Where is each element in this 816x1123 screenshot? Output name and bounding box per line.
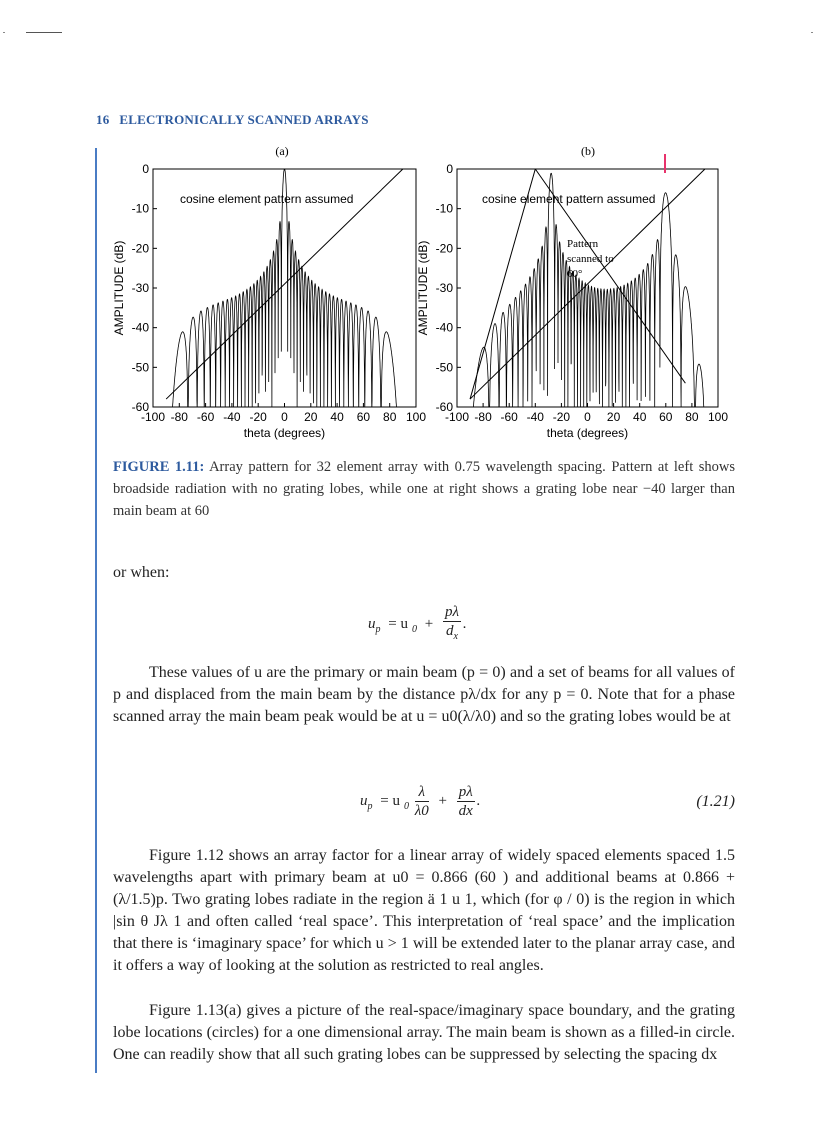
eq1-rhs: = u xyxy=(388,615,408,632)
y-tick-label: -50 xyxy=(435,360,453,375)
x-tick-label: 100 xyxy=(707,410,729,424)
eq1-den-sub: x xyxy=(453,631,458,642)
figure-svg xyxy=(100,140,740,450)
x-tick-label: -100 xyxy=(444,410,470,424)
array-pattern-curve xyxy=(457,173,718,407)
y-axis-title: AMPLITUDE (dB) xyxy=(112,240,126,336)
y-tick-label: -20 xyxy=(435,241,453,256)
y-tick-label: -10 xyxy=(435,201,453,216)
y-tick-label: 0 xyxy=(142,162,149,176)
eq2-end: . xyxy=(476,792,481,809)
x-axis-title: theta (degrees) xyxy=(243,426,326,440)
page-corner-mark xyxy=(811,32,813,33)
eq2-den-2: dx xyxy=(458,803,473,819)
x-tick-label: -80 xyxy=(170,410,188,424)
caption-label: FIGURE 1.11: xyxy=(113,459,205,475)
x-axis-title: theta (degrees) xyxy=(546,426,629,440)
eq2-equals: = u xyxy=(380,792,400,809)
y-tick-label: -40 xyxy=(435,320,453,335)
y-tick-label: -10 xyxy=(131,201,149,216)
x-tick-label: 0 xyxy=(584,410,591,424)
paragraph-intro: or when: xyxy=(113,564,170,581)
y-tick-label: -30 xyxy=(131,281,149,295)
page-corner-mark xyxy=(3,32,5,33)
annotation-a: cosine element pattern assumed xyxy=(180,192,354,206)
y-tick-label: -20 xyxy=(131,241,149,256)
eq1-numerator: pλ xyxy=(444,604,459,620)
running-header xyxy=(96,112,369,128)
page-number: 16 xyxy=(96,112,110,127)
panel-a-label: (a) xyxy=(275,144,289,158)
eq2-num-2: pλ xyxy=(458,784,473,800)
eq2-lhs: u xyxy=(360,792,368,809)
x-tick-label: -20 xyxy=(249,410,267,424)
x-tick-label: -100 xyxy=(140,410,166,424)
eq2-fraction-2 xyxy=(457,783,475,820)
x-tick-label: -40 xyxy=(526,410,544,424)
y-tick-label: 0 xyxy=(446,162,453,176)
running-title: ELECTRONICALLY SCANNED ARRAYS xyxy=(119,112,369,127)
eq1-denominator xyxy=(443,622,461,646)
eq1-den-main: d xyxy=(445,623,454,639)
eq1-end: . xyxy=(462,615,467,632)
x-tick-label: 80 xyxy=(383,410,397,424)
panel-b-label: (b) xyxy=(581,144,595,158)
x-tick-label: 20 xyxy=(606,410,621,424)
eq2-fraction-1 xyxy=(415,783,429,820)
x-tick-label: 40 xyxy=(330,410,344,424)
eq1-plus: + xyxy=(424,615,434,632)
x-tick-label: -60 xyxy=(500,410,518,424)
x-tick-label: 60 xyxy=(659,410,673,424)
eq2-u0-sub: 0 xyxy=(403,800,409,812)
eq1-fraction xyxy=(443,603,461,646)
x-tick-label: 0 xyxy=(281,410,288,424)
y-tick-label: -30 xyxy=(435,281,453,295)
eq1-lhs: u xyxy=(368,615,376,632)
equation-number: (1.21) xyxy=(696,793,735,810)
figure-caption xyxy=(113,456,735,522)
scan-note-line-2: scanned to xyxy=(567,253,614,265)
scan-note-line-3: 60° xyxy=(567,268,583,280)
paragraph-1: These values of u are the primary or main beam (p = 0) and a set of beams for all values of p and displaced from the main beam by the distance pλ/dx for any p = 0. Note that for a phase scanned array the main beam peak would be at u = u0(λ/λ0) and so the grating lobes would be at xyxy=(113,664,735,725)
x-tick-label: 20 xyxy=(304,410,318,424)
x-tick-label: 40 xyxy=(633,410,647,424)
eq1-lhs-sub: p xyxy=(375,623,381,635)
y-tick-label: -60 xyxy=(435,400,453,414)
equation-1-21 xyxy=(360,783,480,820)
x-tick-label: -80 xyxy=(474,410,492,424)
x-tick-label: 80 xyxy=(685,410,699,424)
x-tick-label: 100 xyxy=(405,410,427,424)
paragraph-3: Figure 1.13(a) gives a picture of the real-space/imaginary space boundary, and the grating lobe locations (circles) for a one dimensional array. The main beam is shown as a filled-in circle. One can readily show that all such grating lobes can be suppressed by selecting the spacing dx xyxy=(113,1002,735,1063)
eq1-rhs-sub: 0 xyxy=(411,623,417,635)
figure-1-11 xyxy=(100,140,740,455)
eq2-plus: + xyxy=(438,792,447,809)
x-tick-label: -40 xyxy=(223,410,241,424)
x-tick-label: -60 xyxy=(196,410,215,424)
eq2-lhs-sub: p xyxy=(367,800,373,812)
caption-text: Array pattern for 32 element array with 0.75 wavelength spacing. Pattern at left shows broadside radiation with no grating lobes, while one at right shows a grating lobe near −40 larger than main beam at 60 xyxy=(113,459,736,519)
annotation-b: cosine element pattern assumed xyxy=(482,192,656,206)
x-tick-label: 60 xyxy=(356,410,371,424)
y-tick-label: -40 xyxy=(131,320,149,335)
y-axis-title: AMPLITUDE (dB) xyxy=(416,240,430,336)
equation-1 xyxy=(368,603,467,646)
eq2-den-1: λ0 xyxy=(414,803,429,819)
paragraph-2: Figure 1.12 shows an array factor for a linear array of widely spaced elements spaced 1.5 wavelengths apart with primary beam at u0 = 0.866 (60 ) and additional beams at 0.866 + (λ/1.5)p. Two grating lobes radiate in the region ä 1 u 1, which (for φ / 0) is the region in which |sin θ Jλ 1 and often called ‘real space’. This interpretation of ‘real space’ and the implication that there is ‘imaginary space’ for which u > 1 will be extended later to the planar array case, and it offers a way of looking at the solution as restricted to real angles. xyxy=(113,847,735,974)
page-top-rule xyxy=(26,32,62,33)
y-tick-label: -50 xyxy=(131,360,149,375)
margin-bar xyxy=(95,148,97,1073)
scan-note-line-1: Pattern xyxy=(567,238,599,250)
y-tick-label: -60 xyxy=(131,400,149,414)
eq2-num-1: λ xyxy=(415,783,429,802)
x-tick-label: -20 xyxy=(552,410,571,424)
